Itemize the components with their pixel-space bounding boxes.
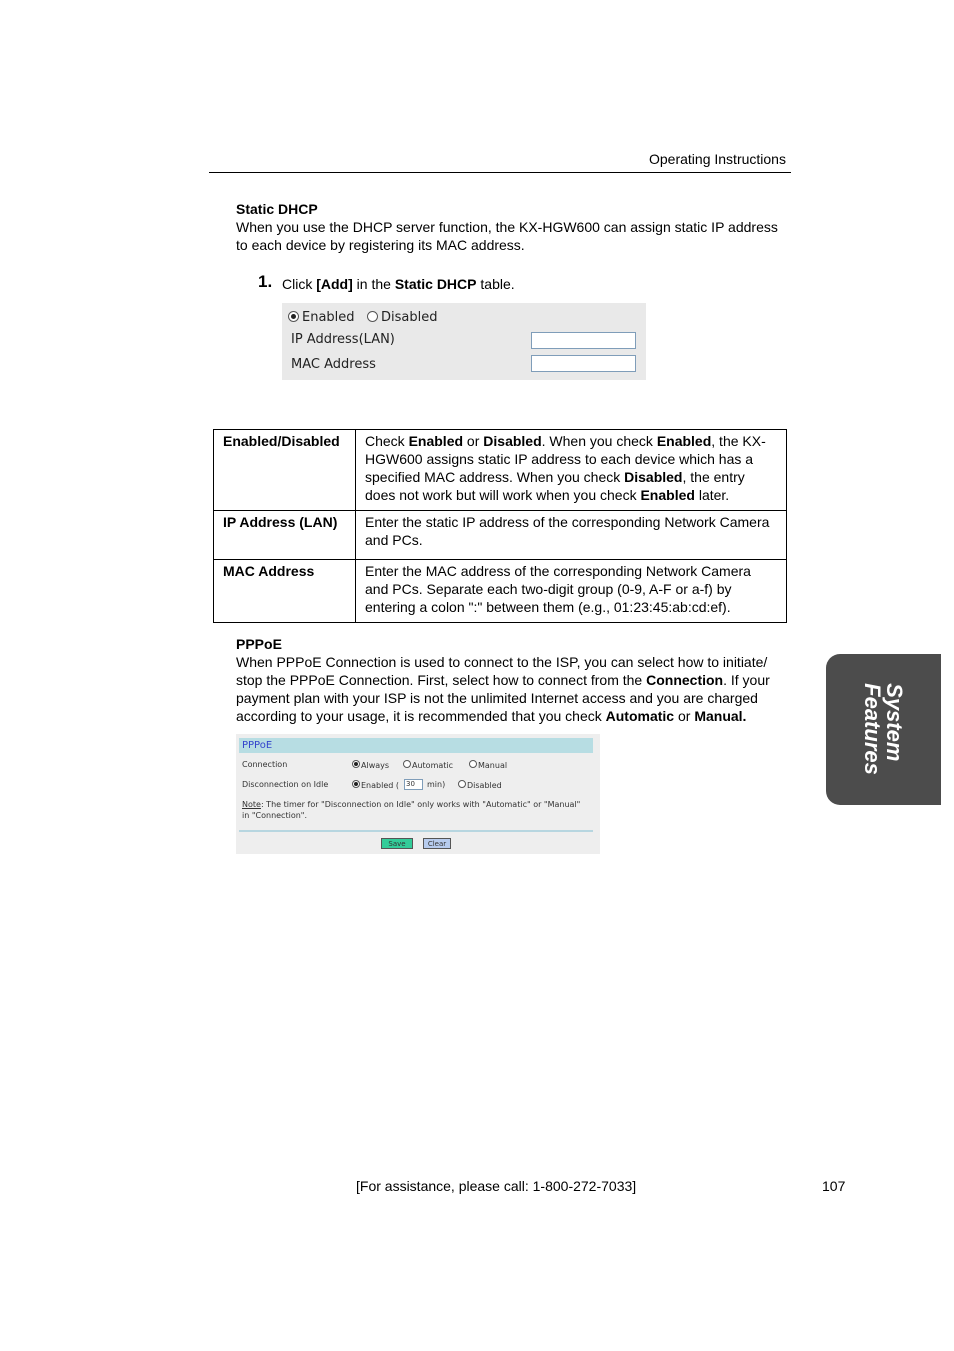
static-dhcp-intro: When you use the DHCP server function, the KX-HGW600 can assign static IP address to each device by registering its MAC address.: [236, 219, 778, 253]
pppoe-intro: When PPPoE Connection is used to connect to the ISP, you can select how to initiate/ stop the PPPoE Connection. First, select how to connect from the Connection. If your payment plan with your ISP is not the unlimited Internet access and you are charged according to your usage, it is recommended that you check Automatic or Manual.: [236, 654, 770, 724]
assistance-footer: [For assistance, please call: 1-800-272-7033]: [356, 1178, 637, 1194]
mac-address-label: MAC Address: [291, 357, 376, 372]
connection-label: Connection: [242, 760, 288, 769]
idle-enabled-label: Enabled (: [361, 781, 399, 790]
automatic-radio-option[interactable]: [403, 760, 453, 770]
pppoe-panel-title: PPPoE: [239, 738, 593, 753]
idle-disabled-label: Disabled: [467, 781, 502, 790]
table-key-cell: IP Address (LAN): [214, 511, 356, 560]
mac-address-input[interactable]: [531, 355, 636, 372]
automatic-label: Automatic: [412, 761, 454, 770]
manual-radio-option[interactable]: [469, 760, 507, 770]
disabled-label: Disabled: [381, 310, 438, 325]
enabled-radio-option[interactable]: [288, 310, 355, 325]
table-desc-cell: Enter the static IP address of the corresponding Network Camera and PCs.: [356, 511, 787, 560]
idle-label: Disconnection on Idle: [242, 780, 329, 789]
always-radio-option[interactable]: [352, 760, 389, 770]
side-tab-line2: Features: [860, 683, 885, 775]
table-row: [214, 430, 787, 511]
radio-unchecked-icon: [469, 760, 477, 768]
pppoe-panel-divider: [239, 830, 593, 832]
idle-minutes-input[interactable]: 30: [404, 779, 423, 790]
always-label: Always: [361, 761, 390, 770]
table-key-cell: MAC Address: [214, 560, 356, 623]
note-text: : The timer for "Disconnection on Idle" only works with "Automatic" or "Manual" in "Connection".: [242, 800, 581, 820]
pppoe-note: [242, 799, 582, 821]
radio-unchecked-icon: [458, 780, 466, 788]
idle-unit-label: min): [427, 780, 446, 789]
side-tab-label: [861, 683, 905, 775]
ip-address-input[interactable]: [531, 332, 636, 349]
static-dhcp-heading: Static DHCP: [236, 201, 318, 217]
table-key-cell: Enabled/Disabled: [214, 430, 356, 511]
radio-checked-icon: [352, 780, 360, 788]
enabled-label: Enabled: [302, 310, 355, 325]
header-rule: [209, 172, 791, 173]
radio-unchecked-icon: [367, 311, 378, 322]
step-instruction: Click [Add] in the Static DHCP table.: [282, 276, 515, 292]
disabled-radio-option[interactable]: [367, 310, 437, 325]
save-button[interactable]: Save: [381, 838, 413, 849]
table-row: [214, 560, 787, 623]
idle-enabled-radio-option[interactable]: [352, 780, 399, 790]
step-number: 1.: [258, 272, 273, 291]
static-dhcp-settings-table: [213, 429, 787, 623]
manual-label: Manual: [478, 761, 508, 770]
table-desc-cell: Enter the MAC address of the corresponding Network Camera and PCs. Separate each two-digit group (0-9, A-F or a-f) by entering a colon ":" between them (e.g., 01:23:45:ab:cd:ef).: [356, 560, 787, 623]
table-row: [214, 511, 787, 560]
idle-disabled-radio-option[interactable]: [458, 780, 502, 790]
radio-unchecked-icon: [403, 760, 411, 768]
radio-checked-icon: [288, 311, 299, 322]
clear-button[interactable]: Clear: [423, 838, 451, 849]
radio-checked-icon: [352, 760, 360, 768]
static-dhcp-form-screenshot: [282, 303, 646, 380]
pppoe-form-screenshot: [236, 734, 600, 854]
pppoe-heading: PPPoE: [236, 636, 282, 652]
note-label: Note: [242, 800, 261, 809]
running-header: Operating Instructions: [649, 151, 786, 167]
page-number: 107: [822, 1178, 846, 1194]
side-tab-line1: System: [882, 683, 907, 762]
ip-address-label: IP Address(LAN): [291, 332, 395, 347]
section-side-tab: [826, 654, 941, 805]
table-desc-cell: Check Enabled or Disabled. When you check Enabled, the KX-HGW600 assigns static IP address to each device which has a specified MAC address. When you check Disabled, the entry does not work but will work when you check Enabled later.: [356, 430, 787, 511]
